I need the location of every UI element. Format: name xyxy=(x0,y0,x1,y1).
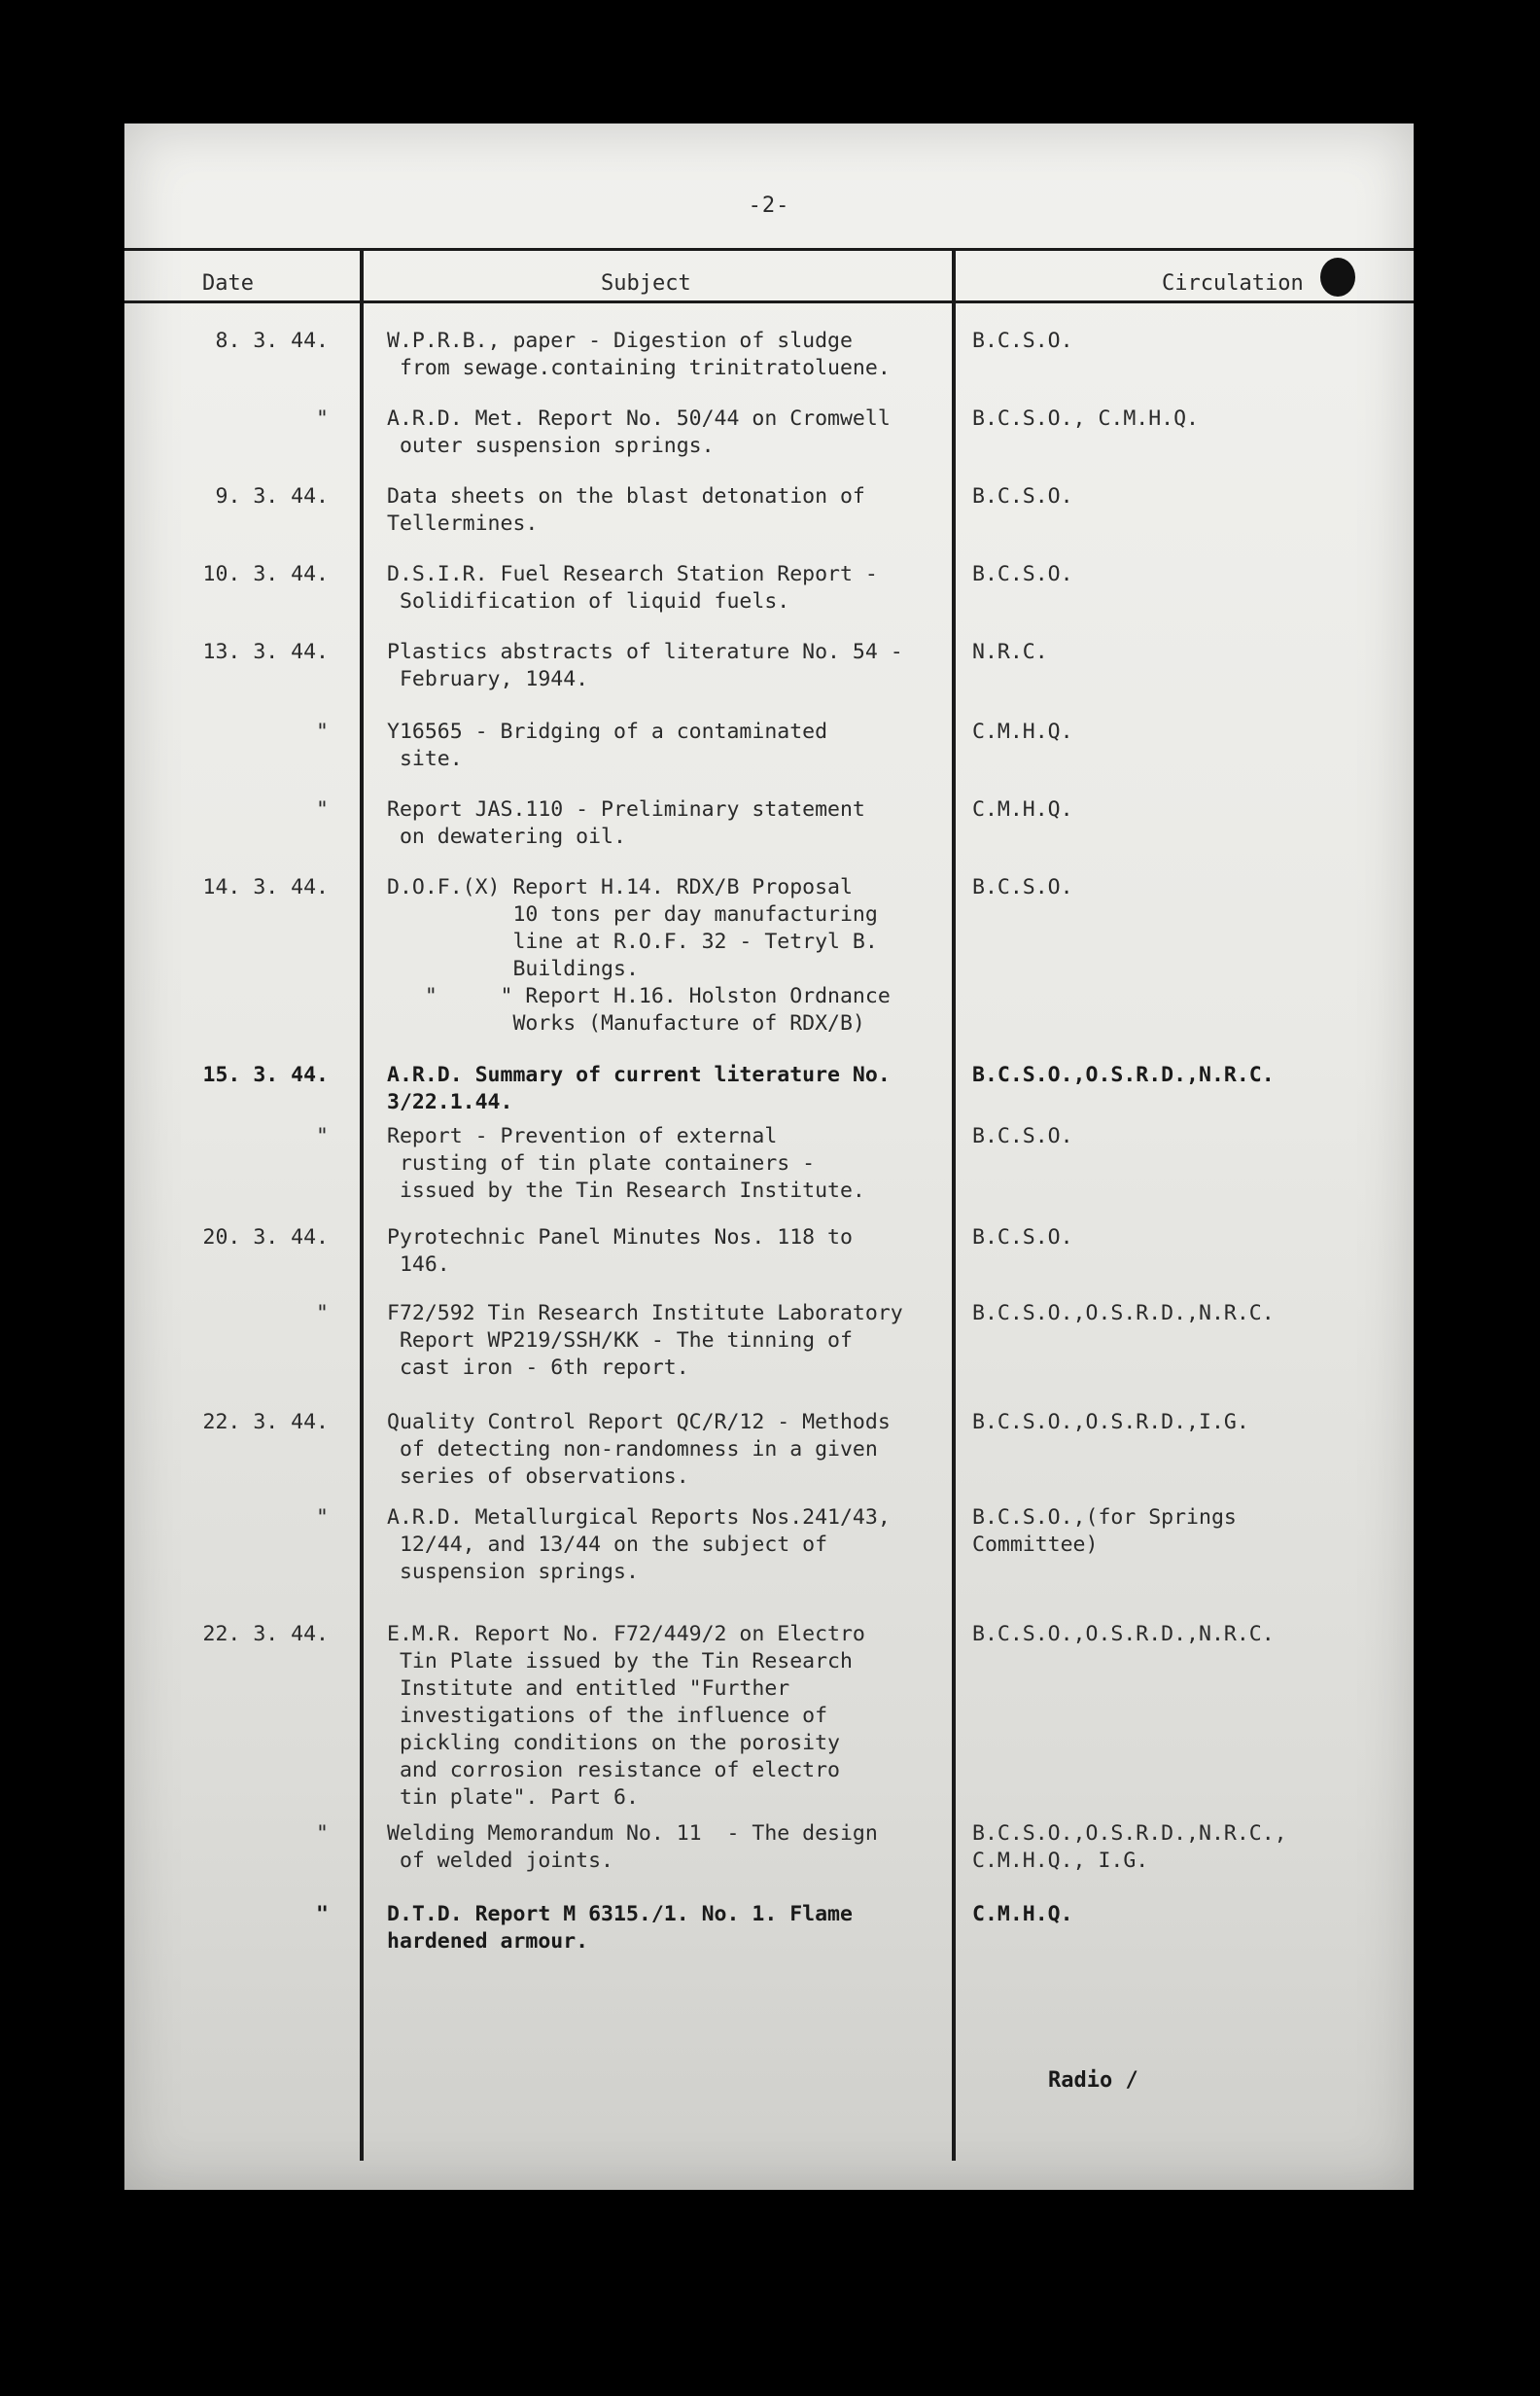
entry-subject: A.R.D. Met. Report No. 50/44 on Cromwell outer suspension springs. xyxy=(387,406,891,458)
entry-circulation: B.C.S.O. xyxy=(972,562,1073,586)
entry-circulation: B.C.S.O. xyxy=(972,1124,1073,1148)
entry-date: 14. 3. 44. xyxy=(202,875,329,899)
entry-circulation: C.M.H.Q. xyxy=(972,720,1073,744)
entry-circulation: B.C.S.O. xyxy=(972,329,1073,353)
entry-subject: A.R.D. Metallurgical Reports Nos.241/43, 12/44, and 13/44 on the subject of suspension springs. xyxy=(387,1505,891,1584)
ink-blot xyxy=(1320,258,1355,297)
entry-date: " xyxy=(316,797,329,822)
entry-subject: Report - Prevention of external rusting of tin plate containers - issued by the Tin Research Institute. xyxy=(387,1124,865,1203)
continuation-note: Radio / xyxy=(1048,2068,1138,2093)
column-header-date: Date xyxy=(202,271,254,296)
entry-subject: Data sheets on the blast detonation of Tellermines. xyxy=(387,484,865,536)
entry-subject: W.P.R.B., paper - Digestion of sludge from sewage.containing trinitratoluene. xyxy=(387,329,891,380)
entry-circulation: N.R.C. xyxy=(972,640,1048,664)
entry-date: " xyxy=(316,1902,329,1926)
entry-circulation: B.C.S.O., C.M.H.Q. xyxy=(972,406,1199,431)
entry-subject: D.S.I.R. Fuel Research Station Report - Solidification of liquid fuels. xyxy=(387,562,878,614)
entry-date: " xyxy=(316,1821,329,1846)
header-rule-top xyxy=(124,248,1414,251)
entry-circulation: B.C.S.O.,O.S.R.D.,I.G. xyxy=(972,1410,1249,1434)
entry-date: 22. 3. 44. xyxy=(202,1622,329,1646)
entry-circulation: C.M.H.Q. xyxy=(972,1902,1073,1926)
entry-date: 15. 3. 44. xyxy=(202,1063,329,1087)
column-divider-date xyxy=(360,250,364,2161)
entry-circulation: B.C.S.O.,O.S.R.D.,N.R.C. xyxy=(972,1301,1275,1325)
column-header-subject: Subject xyxy=(601,271,691,296)
entry-date: 22. 3. 44. xyxy=(202,1410,329,1434)
entry-circulation: C.M.H.Q. xyxy=(972,797,1073,822)
entry-date: " xyxy=(316,1124,329,1148)
entry-date: " xyxy=(316,1505,329,1530)
entry-subject: E.M.R. Report No. F72/449/2 on Electro Tin Plate issued by the Tin Research Institute and entitled "Further investigations of the influence of pickling conditions on the porosity and corrosion resistance of electro tin plate". Part 6. xyxy=(387,1622,865,1810)
entry-subject: Quality Control Report QC/R/12 - Methods of detecting non-randomness in a given series of observations. xyxy=(387,1410,891,1489)
entry-date: " xyxy=(316,406,329,431)
entry-subject: Y16565 - Bridging of a contaminated site. xyxy=(387,720,828,771)
entry-subject: F72/592 Tin Research Institute Laboratory Report WP219/SSH/KK - The tinning of cast iron - 6th report. xyxy=(387,1301,903,1380)
page-number: -2- xyxy=(748,194,790,218)
entry-date: 10. 3. 44. xyxy=(202,562,329,586)
entry-date: " xyxy=(316,1301,329,1325)
header-rule-bottom xyxy=(124,300,1414,303)
document-page xyxy=(124,123,1414,2190)
entry-subject: Report JAS.110 - Preliminary statement on dewatering oil. xyxy=(387,797,865,849)
entry-circulation: B.C.S.O.,O.S.R.D.,N.R.C., C.M.H.Q., I.G. xyxy=(972,1821,1287,1873)
entry-date: 13. 3. 44. xyxy=(202,640,329,664)
entry-circulation: B.C.S.O. xyxy=(972,875,1073,899)
entry-circulation: B.C.S.O. xyxy=(972,1225,1073,1250)
column-header-circulation: Circulation xyxy=(1162,271,1304,296)
entry-subject: D.O.F.(X) Report H.14. RDX/B Proposal 10 tons per day manufacturing line at R.O.F. 32 - Tetryl B. Buildings. " " Report H.16. Holston Ordnance Works (Manufacture of RDX/B) xyxy=(387,875,891,1036)
entry-subject: Plastics abstracts of literature No. 54 - February, 1944. xyxy=(387,640,903,691)
entry-circulation: B.C.S.O.,(for Springs Committee) xyxy=(972,1505,1237,1557)
entry-circulation: B.C.S.O.,O.S.R.D.,N.R.C. xyxy=(972,1622,1275,1646)
entry-subject: Welding Memorandum No. 11 - The design of welded joints. xyxy=(387,1821,878,1873)
entry-date: 8. 3. 44. xyxy=(215,329,329,353)
column-divider-subject xyxy=(952,250,956,2161)
entry-date: " xyxy=(316,720,329,744)
entry-circulation: B.C.S.O. xyxy=(972,484,1073,509)
entry-subject: Pyrotechnic Panel Minutes Nos. 118 to 146. xyxy=(387,1225,853,1277)
entry-date: 20. 3. 44. xyxy=(202,1225,329,1250)
entry-subject: D.T.D. Report M 6315./1. No. 1. Flame hardened armour. xyxy=(387,1902,853,1954)
entry-date: 9. 3. 44. xyxy=(215,484,329,509)
entry-subject: A.R.D. Summary of current literature No. 3/22.1.44. xyxy=(387,1063,891,1114)
entry-circulation: B.C.S.O.,O.S.R.D.,N.R.C. xyxy=(972,1063,1275,1087)
